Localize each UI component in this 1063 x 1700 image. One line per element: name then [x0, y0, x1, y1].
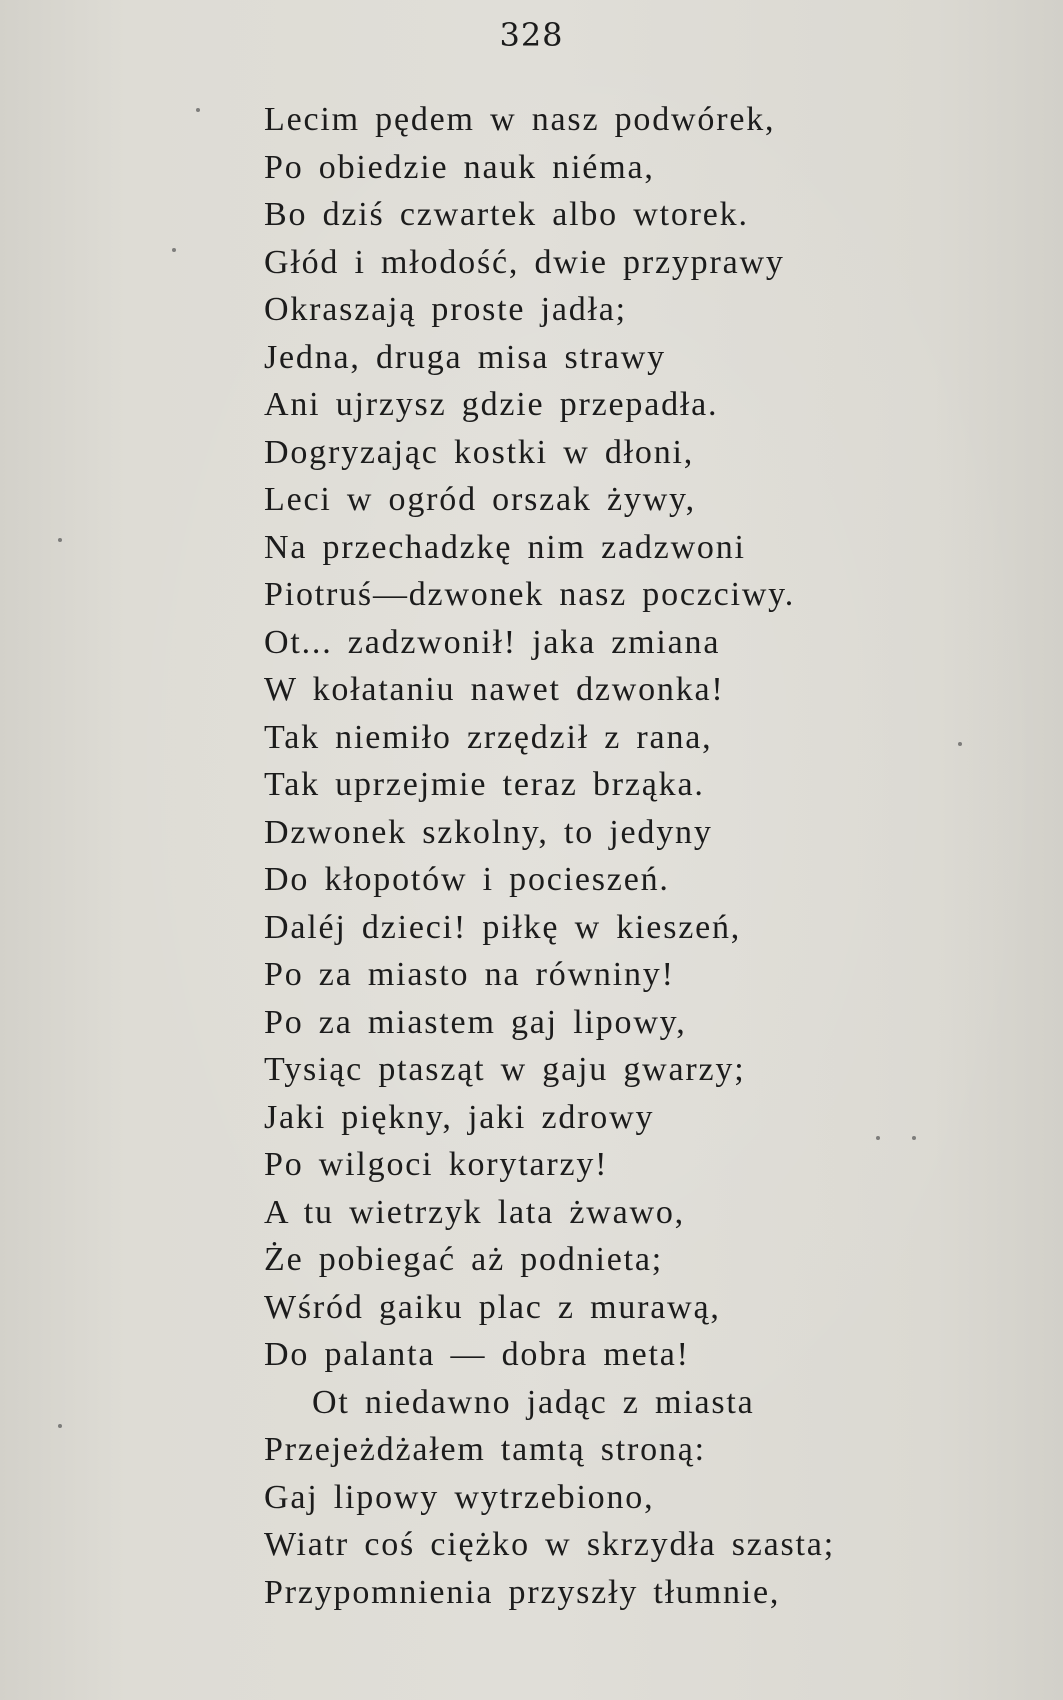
poem-line: Wiatr coś ciężko w skrzydła szasta; [264, 1526, 835, 1563]
paper-speck [912, 1136, 916, 1140]
poem-line: Po za miastem gaj lipowy, [264, 1003, 687, 1041]
poem-line: Daléj dzieci! piłkę w kieszeń, [264, 908, 742, 946]
poem-line: Do kłopotów i pocieszeń. [264, 861, 670, 898]
poem-line: Ani ujrzysz gdzie przepadła. [264, 386, 719, 423]
poem-line: Dogryzając kostki w dłoni, [264, 433, 695, 471]
poem-line: Przypomnienia przyszły tłumnie, [264, 1573, 781, 1611]
paper-speck [58, 1424, 62, 1428]
poem-line: Gaj lipowy wytrzebiono, [264, 1478, 655, 1516]
poem-line: Przejeżdżałem tamtą stroną: [264, 1431, 706, 1468]
poem-line: Po za miasto na równiny! [264, 956, 675, 993]
poem-line: Ot niedawno jadąc z miasta [312, 1383, 755, 1421]
paper-speck [196, 108, 200, 112]
poem-line: Głód i młodość, dwie przyprawy [264, 243, 785, 281]
poem-text [264, 96, 835, 1616]
poem-line: Po wilgoci korytarzy! [264, 1146, 609, 1183]
poem-line: Tak niemiło zrzędził z rana, [264, 718, 713, 756]
paper-speck [58, 538, 62, 542]
poem-line: Ot... zadzwonił! jaka zmiana [264, 623, 721, 661]
poem-line: Jaki piękny, jaki zdrowy [264, 1098, 655, 1136]
poem-line: A tu wietrzyk lata żwawo, [264, 1193, 685, 1231]
paper-speck [876, 1136, 880, 1140]
poem-line: Tysiąc ptasząt w gaju gwarzy; [264, 1051, 746, 1088]
paper-speck [172, 248, 176, 252]
poem-line: Dzwonek szkolny, to jedyny [264, 813, 713, 851]
poem-line: Na przechadzkę nim zadzwoni [264, 528, 746, 566]
poem-line: Jedna, druga misa strawy [264, 338, 666, 376]
poem-line: Bo dziś czwartek albo wtorek. [264, 196, 749, 233]
poem-line: Lecim pędem w nasz podwórek, [264, 101, 776, 138]
poem-line: Do palanta — dobra meta! [264, 1336, 690, 1373]
poem-line: Po obiedzie nauk niéma, [264, 148, 655, 186]
poem-line: Że pobiegać aż podnieta; [264, 1241, 663, 1278]
poem-line: Piotruś—dzwonek nasz poczciwy. [264, 576, 796, 613]
poem-line: Okraszają proste jadła; [264, 291, 627, 328]
poem-line: Wśród gaiku plac z murawą, [264, 1288, 721, 1326]
paper-speck [958, 742, 962, 746]
poem-line: Tak uprzejmie teraz brząka. [264, 766, 705, 803]
poem-line: W kołataniu nawet dzwonka! [264, 671, 725, 708]
page-number: 328 [499, 16, 564, 54]
poem-line: Leci w ogród orszak żywy, [264, 481, 696, 518]
